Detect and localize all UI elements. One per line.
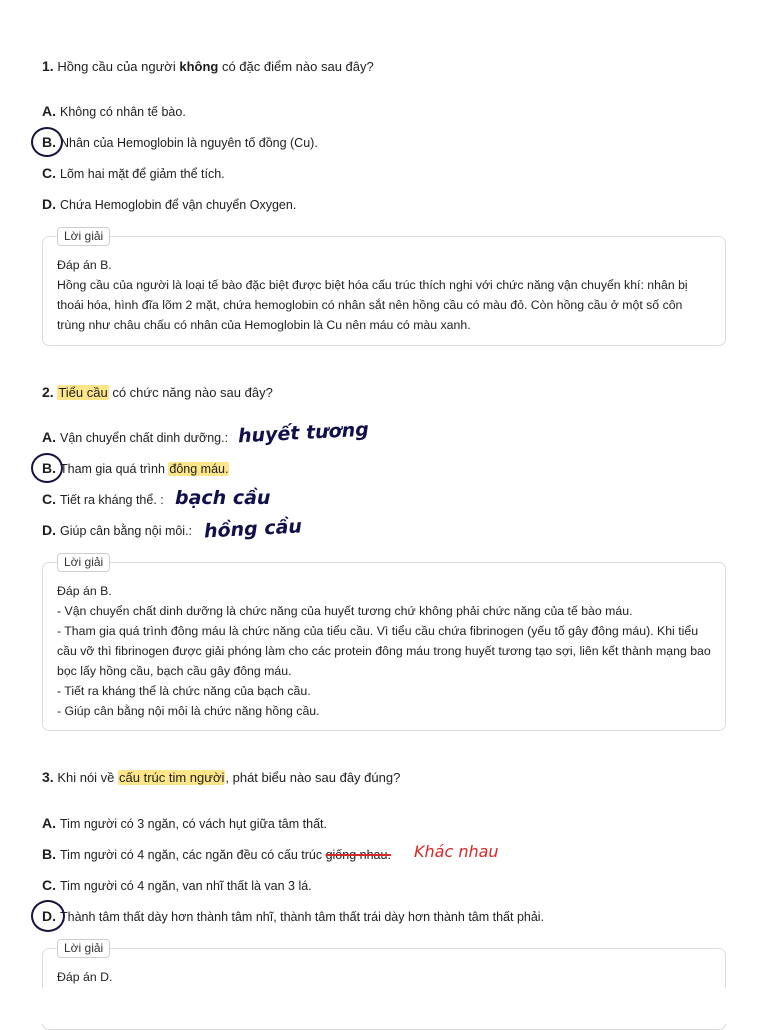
option-text: Không có nhân tế bào.	[60, 105, 186, 119]
solution-line: - Giúp cân bằng nội môi là chức năng hồng cầu.	[57, 704, 320, 718]
option-text: Tim người có 3 ngăn, có vách hụt giữa tâm thất.	[60, 817, 327, 831]
solution-line: Hồng cầu của người là loại tế bào đặc biệt được biệt hóa cấu trúc thích nghi với chức năng vận chuyển khí: nhân bị thoái hóa, hình đĩa lõm 2 mặt, chứa hemoglobin có nhân sắt nên hồng cầu có màu đỏ. Còn hồng cầu ở một số côn trùng như châu chấu có nhân của Hemoglobin là Cu nên máu có màu xanh.	[57, 278, 688, 332]
solution-body	[57, 967, 711, 987]
option-text: Tham gia quá trình	[60, 462, 169, 476]
option-letter: D.	[42, 196, 56, 212]
solution-line: - Vận chuyển chất dinh dưỡng là chức năng của huyết tương chứ không phải chức năng của tế bào máu.	[57, 604, 633, 618]
handwritten-correction: Khác nhau	[414, 842, 499, 861]
question-2	[42, 384, 273, 401]
option-c[interactable]	[42, 877, 312, 894]
option-letter: C.	[42, 491, 56, 507]
option-b[interactable]	[42, 134, 318, 151]
solution-tag[interactable]: Lời giải	[57, 939, 110, 958]
question-number: 3.	[42, 769, 54, 785]
solution-line: - Tiết ra kháng thể là chức năng của bạch cầu.	[57, 684, 311, 698]
option-text: Giúp cân bằng nội môi.:	[60, 524, 193, 538]
option-c[interactable]	[42, 165, 225, 182]
question-highlight: Tiểu cầu	[58, 385, 108, 400]
solution-tag[interactable]: Lời giải	[57, 227, 110, 246]
option-letter: C.	[42, 877, 56, 893]
option-text: Nhân của Hemoglobin là nguyên tố đồng (Cu).	[60, 136, 318, 150]
option-highlight: đông máu.	[169, 462, 229, 476]
solution-line: - Tham gia quá trình đông máu là chức năng của tiểu cầu. Vì tiểu cầu chứa fibrinogen (yếu tố gây đông máu). Khi tiểu cầu vỡ thì fibrinogen được giải phóng làm cho các protein đông máu trong huyết tương tạo sợi, liên kết thành mạng bao bọc lấy hồng cầu, bạch cầu gây đông máu.	[57, 624, 711, 678]
question-text: Khi nói về	[57, 770, 119, 785]
solution-body	[57, 255, 711, 335]
option-letter: B.	[42, 460, 56, 476]
option-c[interactable]	[42, 491, 164, 508]
option-d[interactable]	[42, 908, 544, 925]
option-letter: D.	[42, 522, 56, 538]
option-d[interactable]	[42, 522, 192, 539]
option-b[interactable]	[42, 846, 391, 863]
option-text: Chứa Hemoglobin để vận chuyển Oxygen.	[60, 198, 297, 212]
option-text: Tim người có 4 ngăn, van nhĩ thất là van 3 lá.	[60, 879, 312, 893]
option-d[interactable]	[42, 196, 296, 213]
solution-line: Đáp án B.	[57, 258, 112, 272]
solution-line: Đáp án B.	[57, 584, 112, 598]
option-letter: D.	[42, 908, 56, 924]
option-letter: A.	[42, 429, 56, 445]
option-letter: A.	[42, 103, 56, 119]
option-letter: C.	[42, 165, 56, 181]
option-text: Tiết ra kháng thể. :	[60, 493, 164, 507]
solution-line: Đáp án D.	[57, 970, 113, 984]
question-highlight: cấu trúc tim người	[119, 770, 225, 785]
option-text: Vận chuyển chất dinh dưỡng.:	[60, 431, 229, 445]
option-a[interactable]	[42, 429, 228, 446]
question-number: 2.	[42, 384, 54, 400]
handwritten-note: huyết tương	[237, 418, 370, 448]
option-letter: B.	[42, 134, 56, 150]
question-number: 1.	[42, 58, 54, 74]
handwritten-note: hồng cầu	[203, 515, 303, 543]
option-letter: A.	[42, 815, 56, 831]
solution-box	[42, 555, 726, 731]
handwritten-note: bạch cầu	[175, 487, 271, 509]
option-text: Lõm hai mặt để giảm thể tích.	[60, 167, 225, 181]
question-3	[42, 769, 400, 786]
option-text: Thành tâm thất dày hơn thành tâm nhĩ, thành tâm thất trái dày hơn thành tâm thất phải.	[60, 910, 545, 924]
question-1	[42, 58, 374, 75]
question-text: Hồng cầu của người	[57, 59, 180, 74]
question-text: có đặc điểm nào sau đây?	[218, 59, 374, 74]
solution-body	[57, 581, 711, 721]
solution-tag[interactable]: Lời giải	[57, 553, 110, 572]
option-strikethrough-text: giống nhau.	[325, 848, 391, 862]
option-letter: B.	[42, 846, 56, 862]
solution-box	[42, 229, 726, 346]
option-b[interactable]	[42, 460, 229, 477]
question-text-bold: không	[179, 59, 219, 74]
question-text: , phát biểu nào sau đây đúng?	[225, 770, 401, 785]
page-bottom-crop	[0, 988, 768, 1024]
option-text: Tim người có 4 ngăn, các ngăn đều có cấu trúc	[60, 848, 326, 862]
question-text: có chức năng nào sau đây?	[108, 385, 273, 400]
option-a[interactable]	[42, 103, 186, 120]
option-a[interactable]	[42, 815, 327, 832]
